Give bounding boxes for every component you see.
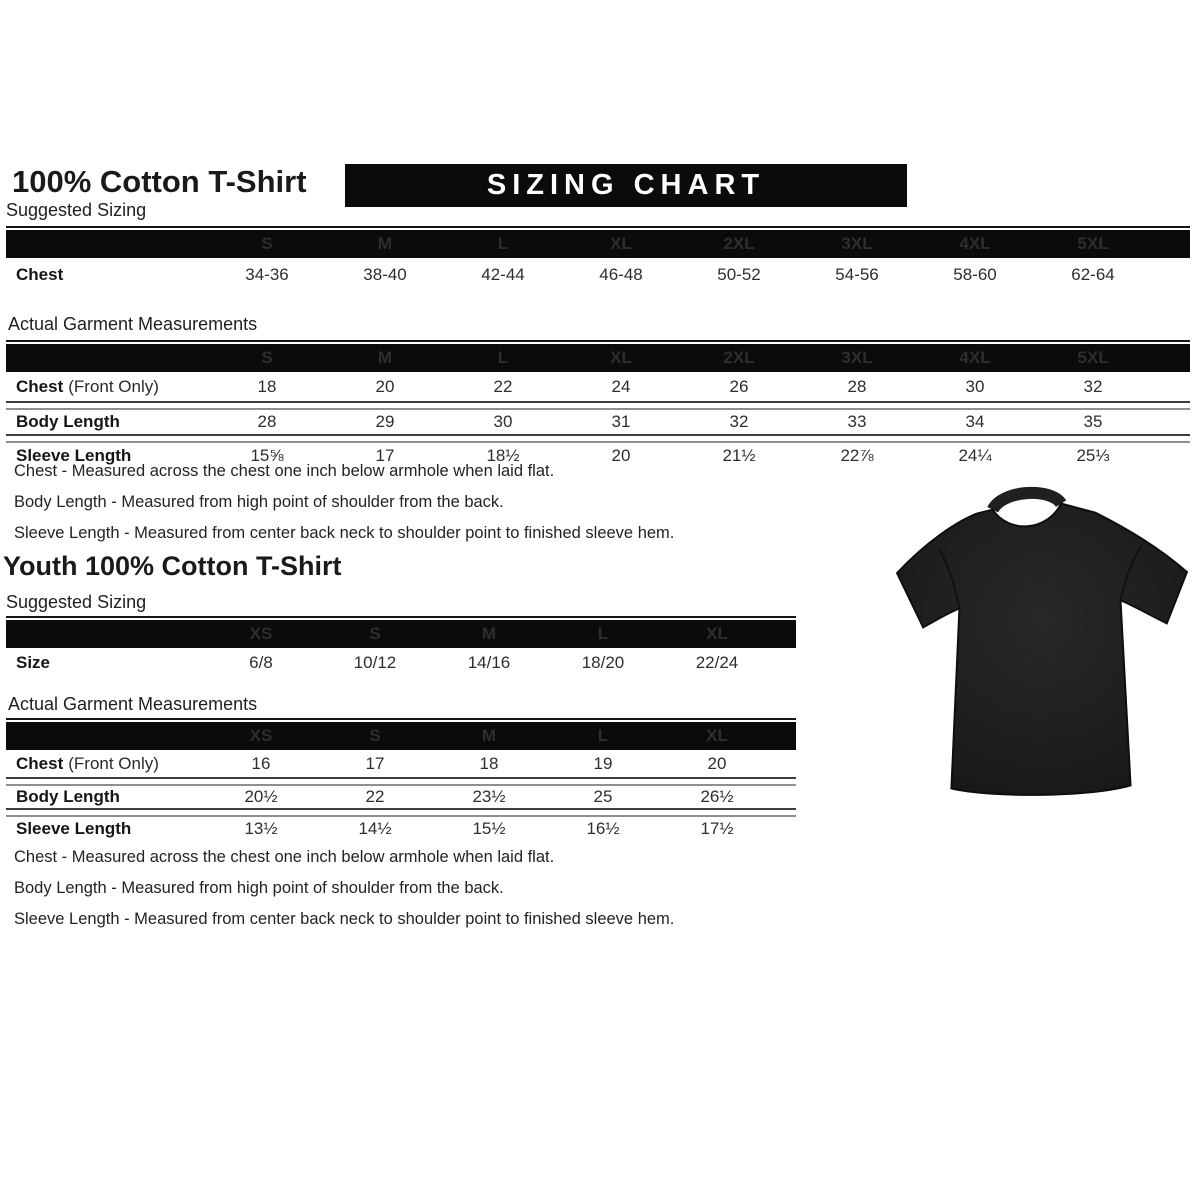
table-header-row xyxy=(6,722,796,750)
table-row-body-length xyxy=(6,410,1190,434)
table-row-sleeve-length xyxy=(6,817,796,841)
column-header: XL xyxy=(610,234,632,253)
cell-value: 25⅓ xyxy=(1076,446,1110,465)
row-label: Body Length xyxy=(16,412,120,431)
column-header: 2XL xyxy=(723,348,755,367)
note-sleeve-length: Sleeve Length - Measured from center back neck to shoulder point to finished sleeve hem. xyxy=(14,524,675,542)
cell-value: 30 xyxy=(493,412,513,431)
youth-measurement-notes xyxy=(14,842,674,935)
cell-value: 31 xyxy=(611,412,631,431)
cell-value: 18 xyxy=(479,753,499,773)
cell-value: 28 xyxy=(257,412,277,431)
column-header: XS xyxy=(249,726,273,745)
column-header: 4XL xyxy=(959,234,991,253)
column-header: S xyxy=(369,624,381,643)
cell-value: 14½ xyxy=(358,819,392,838)
cell-value: 16½ xyxy=(586,819,620,838)
table-header-row xyxy=(6,230,1190,258)
cell-value: 20½ xyxy=(244,787,278,806)
cell-value: 26 xyxy=(729,376,749,396)
cell-value: 32 xyxy=(1083,376,1103,396)
cell-value: 29 xyxy=(375,412,395,431)
column-header: XL xyxy=(610,348,632,367)
column-header: M xyxy=(481,726,497,745)
cell-value: 46-48 xyxy=(599,264,643,284)
cell-value: 30 xyxy=(965,376,985,396)
table-row-chest xyxy=(6,372,1190,401)
cell-value: 28 xyxy=(847,376,867,396)
cell-value: 17 xyxy=(375,446,395,465)
adult-actual-measurements-table xyxy=(6,340,1190,469)
cell-value: 58-60 xyxy=(953,264,997,284)
note-body-length: Body Length - Measured from high point of shoulder from the back. xyxy=(14,879,504,897)
cell-value: 6/8 xyxy=(249,653,273,672)
column-header: S xyxy=(369,726,381,745)
cell-value: 54-56 xyxy=(835,264,879,284)
column-header: 3XL xyxy=(841,234,873,253)
cell-value: 23½ xyxy=(472,787,506,806)
tshirt-body xyxy=(897,504,1187,795)
column-header: S xyxy=(261,348,273,367)
column-header: XL xyxy=(706,726,728,745)
column-header: 5XL xyxy=(1077,348,1109,367)
cell-value: 62-64 xyxy=(1071,264,1115,284)
column-header: L xyxy=(497,348,509,367)
cell-value: 14/16 xyxy=(467,653,511,672)
youth-actual-measurements-table xyxy=(6,718,796,841)
note-chest: Chest - Measured across the chest one inch below armhole when laid flat. xyxy=(14,462,555,480)
row-label: Size xyxy=(16,653,51,672)
cell-value: 20 xyxy=(375,376,395,396)
youth-suggested-sizing-table xyxy=(6,616,796,678)
row-divider xyxy=(6,401,1190,410)
cell-value: 16 xyxy=(251,753,271,773)
column-header: M xyxy=(377,348,393,367)
adult-actual-measurements-label: Actual Garment Measurements xyxy=(8,314,258,334)
cell-value: 21½ xyxy=(722,446,756,465)
cell-value: 32 xyxy=(729,412,749,431)
cell-value: 19 xyxy=(593,753,613,773)
note-chest: Chest - Measured across the chest one inch below armhole when laid flat. xyxy=(14,848,555,866)
cell-value: 17 xyxy=(365,753,385,773)
row-divider xyxy=(6,808,796,817)
column-header: 2XL xyxy=(723,234,755,253)
black-tshirt-image xyxy=(888,465,1200,817)
cell-value: 15⅝ xyxy=(250,446,284,465)
column-header: 5XL xyxy=(1077,234,1109,253)
cell-value: 33 xyxy=(847,412,867,431)
row-label: Body Length xyxy=(16,787,120,806)
cell-value: 20 xyxy=(611,446,631,465)
cell-value: 34-36 xyxy=(245,264,289,284)
column-header: L xyxy=(497,234,509,253)
youth-actual-measurements-label: Actual Garment Measurements xyxy=(8,694,258,714)
row-label: Chest (Front Only) xyxy=(16,376,159,396)
tshirt-graphic xyxy=(888,465,1200,817)
note-body-length: Body Length - Measured from high point of shoulder from the back. xyxy=(14,493,504,511)
cell-value: 22/24 xyxy=(695,653,739,672)
note-sleeve-length: Sleeve Length - Measured from center back neck to shoulder point to finished sleeve hem. xyxy=(14,910,675,928)
row-label: Sleeve Length xyxy=(16,446,132,465)
column-header: XS xyxy=(249,624,273,643)
cell-value: 24¼ xyxy=(958,446,992,465)
cell-value: 24 xyxy=(611,376,631,396)
cell-value: 26½ xyxy=(700,787,734,806)
column-header: M xyxy=(377,234,393,253)
youth-section-title: Youth 100% Cotton T-Shirt xyxy=(3,551,342,581)
cell-value: 42-44 xyxy=(481,264,525,284)
row-label: Sleeve Length xyxy=(16,819,132,838)
table-row-body-length xyxy=(6,786,796,808)
cell-value: 22 xyxy=(365,787,385,806)
page-title: 100% Cotton T-Shirt xyxy=(12,164,307,199)
youth-suggested-sizing-label: Suggested Sizing xyxy=(6,592,147,612)
sizing-chart-banner: SIZING CHART xyxy=(345,164,907,207)
cell-value: 35 xyxy=(1083,412,1103,431)
cell-value: 38-40 xyxy=(363,264,407,284)
cell-value: 18 xyxy=(257,376,277,396)
column-header: M xyxy=(481,624,497,643)
adult-suggested-sizing-table xyxy=(6,226,1190,291)
cell-value: 22⅞ xyxy=(840,446,874,465)
table-header-row xyxy=(6,620,796,648)
table-header-row xyxy=(6,344,1190,372)
cell-value: 17½ xyxy=(700,819,734,838)
column-header: 3XL xyxy=(841,348,873,367)
table-row xyxy=(6,258,1190,291)
column-header: XL xyxy=(706,624,728,643)
row-label: Chest xyxy=(16,264,64,284)
table-row-chest xyxy=(6,750,796,777)
row-divider xyxy=(6,434,1190,443)
table-row-size xyxy=(6,648,796,678)
adult-suggested-sizing-label: Suggested Sizing xyxy=(6,200,147,220)
tshirt-collar xyxy=(993,493,1061,510)
row-divider xyxy=(6,777,796,786)
column-header: S xyxy=(261,234,273,253)
cell-value: 50-52 xyxy=(717,264,761,284)
column-header: L xyxy=(597,624,609,643)
cell-value: 18/20 xyxy=(581,653,625,672)
cell-value: 13½ xyxy=(244,819,278,838)
cell-value: 10/12 xyxy=(353,653,397,672)
column-header: L xyxy=(597,726,609,745)
column-header: 4XL xyxy=(959,348,991,367)
cell-value: 15½ xyxy=(472,819,506,838)
cell-value: 18½ xyxy=(486,446,520,465)
adult-measurement-notes xyxy=(14,456,674,549)
cell-value: 34 xyxy=(965,412,985,431)
cell-value: 22 xyxy=(493,376,513,396)
cell-value: 20 xyxy=(707,753,727,773)
cell-value: 25 xyxy=(593,787,613,806)
row-label: Chest (Front Only) xyxy=(16,753,159,773)
